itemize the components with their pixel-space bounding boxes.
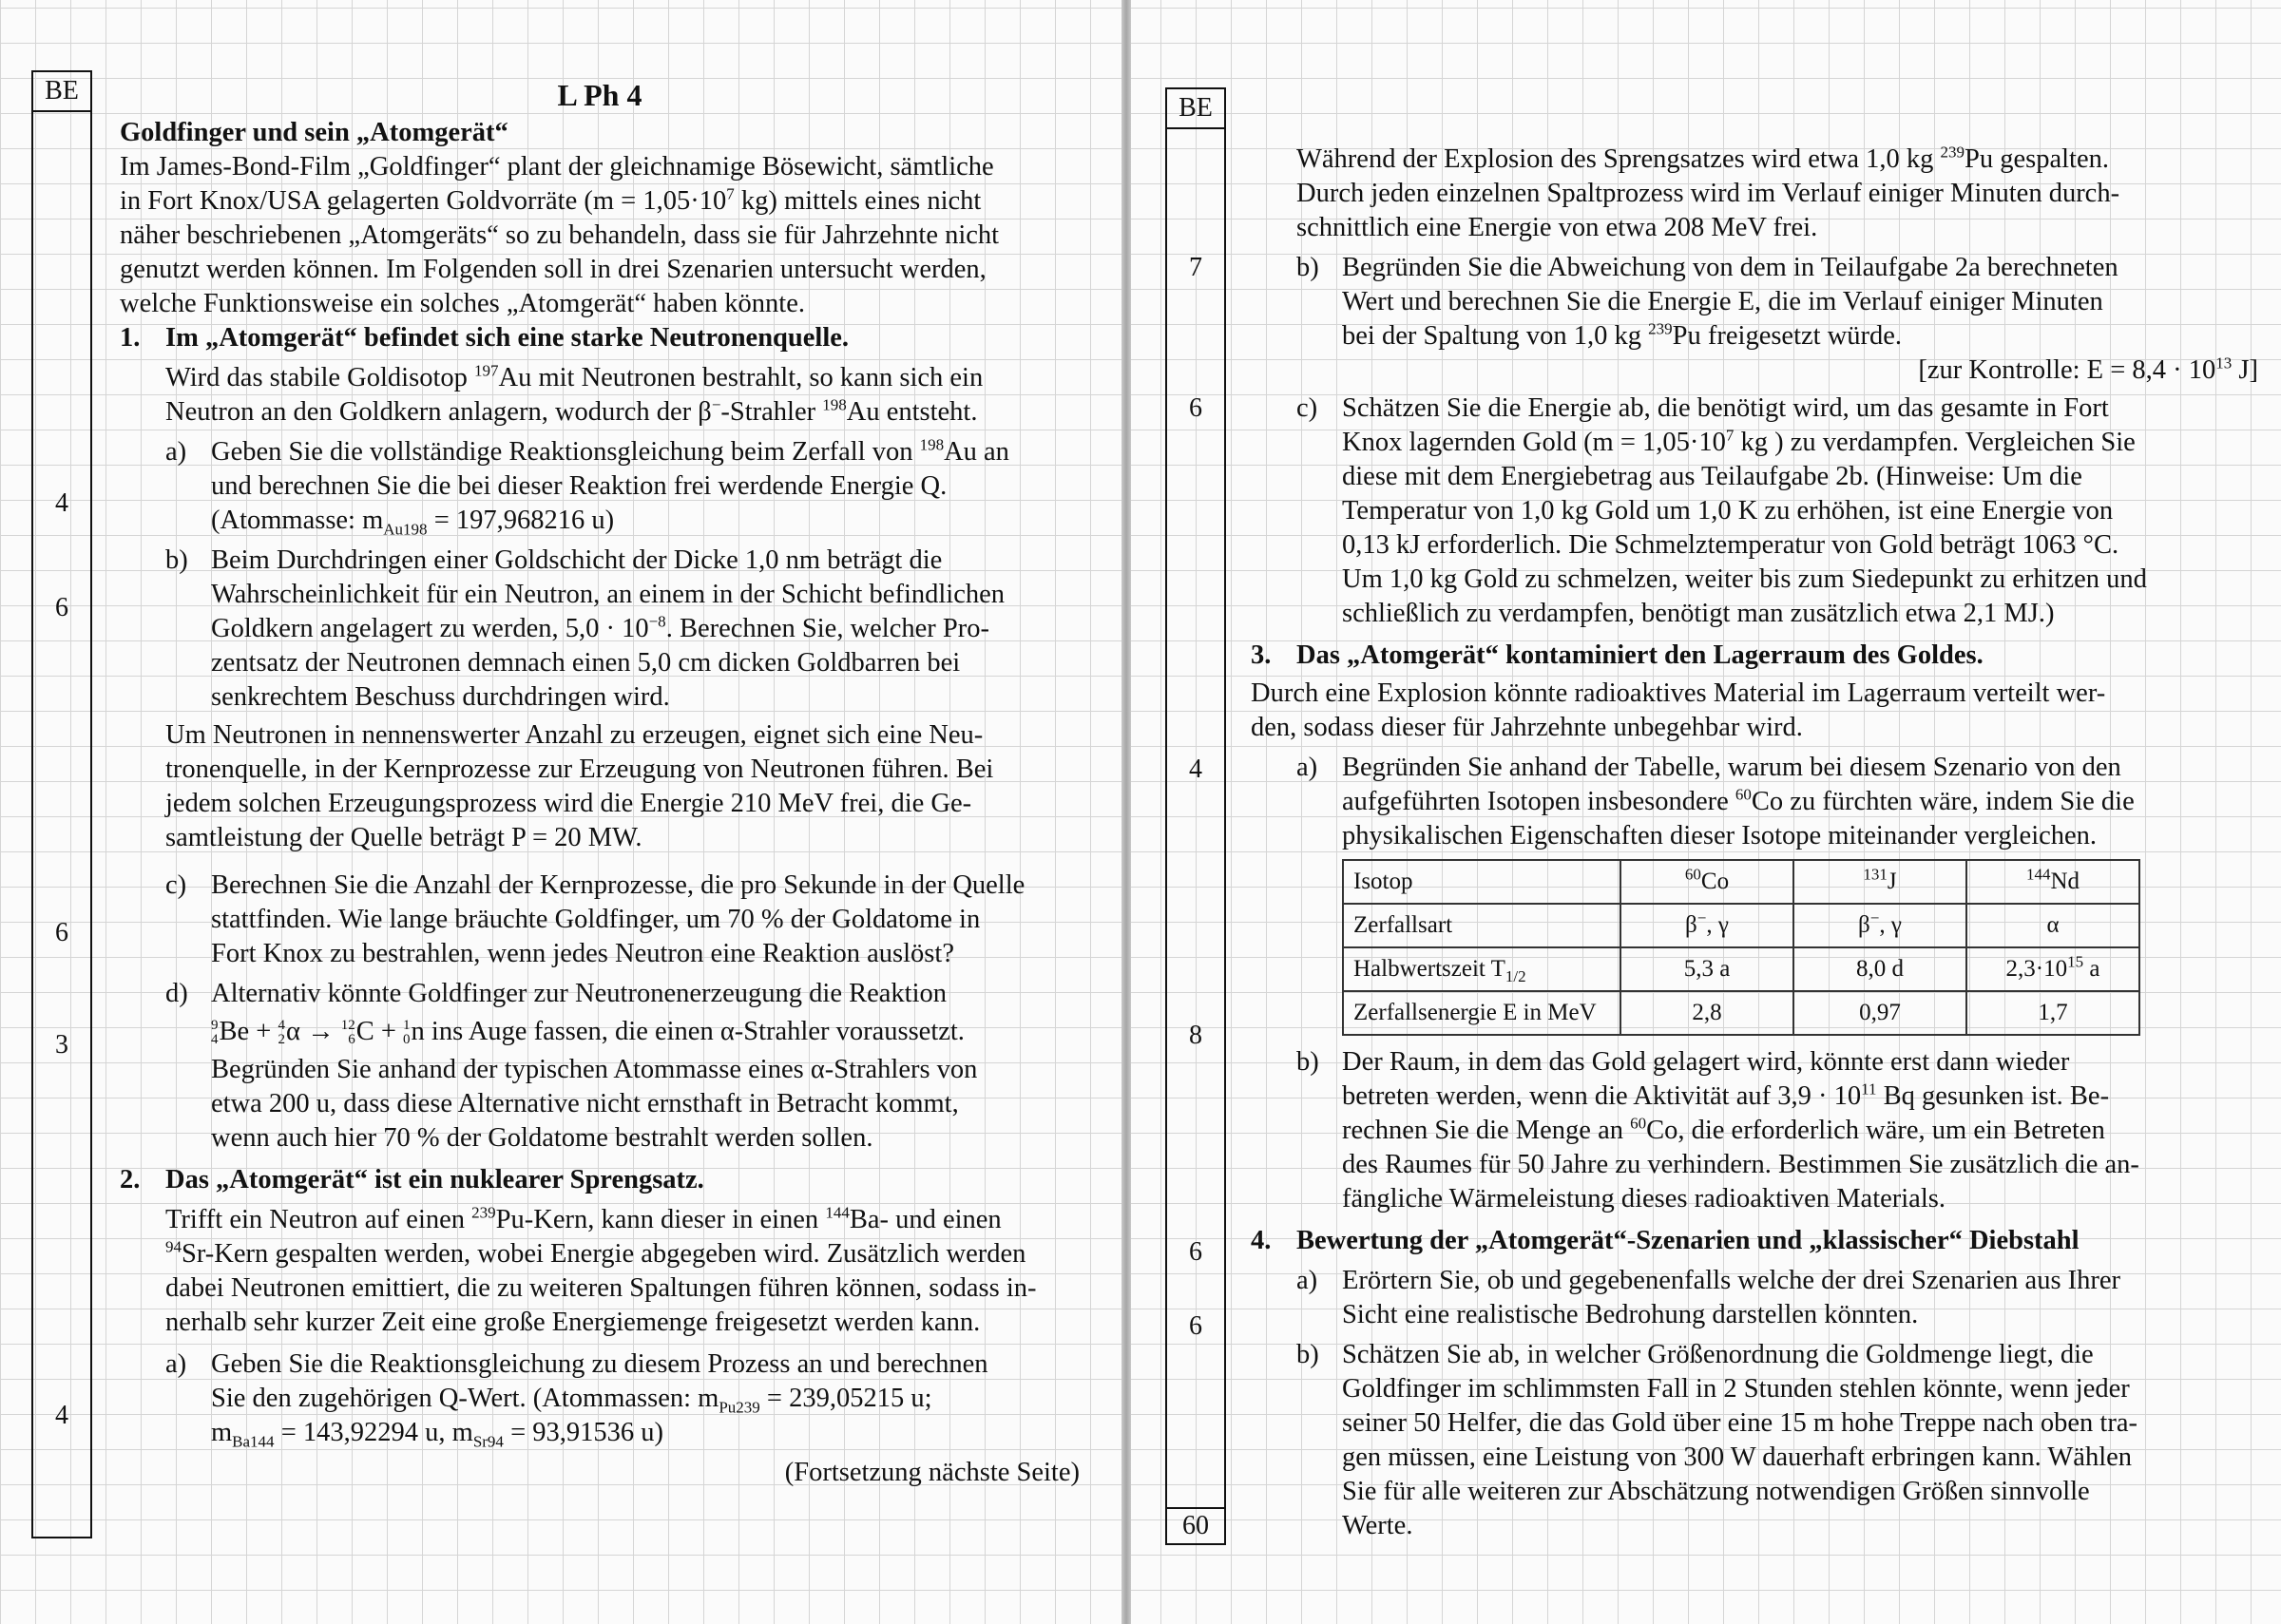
task-3b: b) Der Raum, in dem das Gold gelagert wird, könnte erst dann wieder betreten werden, wenn die Aktivität auf $3,9 \cdot 10^{11}$ Bq gesunken ist. Be- rechnen Sie die Menge an $^{60}$Co, die erforderlich wäre, um ein Betreten des Raumes für 50 Jahre zu verhindern. Bestimmen Sie zusätzlich die an- fängliche Wärmeleistung dieses radioaktiven Materials. [1296,1047,2139,1213]
be-points-2c: 6 [1189,393,1202,423]
right-page [1131,0,2281,1624]
control-value: [zur Kontrolle: $E = 8,4 \cdot 10^{13}$ J] [1918,353,2258,385]
be-points-1b: 6 [55,593,68,622]
task-2c: c) Schätzen Sie die Energie ab, die benötigt wird, um das gesamte in Fort Knox lagernden Gold ($m = 1,05\cdot 10^7$ kg ) zu verdampfen. Vergleichen Sie diese mit dem Energiebetrag aus Teilaufgabe 2b. (Hinweise: Um die Temperatur von 1,0 kg Gold um 1,0 K zu erhöhen, ist eine Energie von 0,13 kJ erforderlich. Die Schmelztemperatur von Gold beträgt 1063 °C. Um 1,0 kg Gold zu schmelzen, weiter bis zum Siedepunkt zu erhitzen und schließlich zu verdampfen, benötigt man zusätzlich etwa 2,1 MJ.) [1296,393,2147,628]
task-1b: b) Beim Durchdringen einer Goldschicht der Dicke 1,0 nm beträgt die Wahrscheinlichkeit für ein Neutron, an einem in der Schicht befindlichen Goldkern angelagert zu werden, $5,0 \cdot 10^{-8}$. Berechnen Sie, welcher Pro- zentsatz der Neutronen demnach einen 5,0 cm dicken Goldbarren bei senkrechtem Beschuss durchdringen wird. [165,545,1006,712]
be-points-2b: 7 [1189,253,1202,282]
task-2a: a) Geben Sie die Reaktionsgleichung zu diesem Prozess an und berechnen Sie den zugehörigen Q-Wert. (Atommassen: $m_{Pu239} = 239,05215$ u; $m_{Ba144} = 143,92294$ u, $m_{Sr94} = 93,91536$ u) [165,1349,988,1451]
be-points-4a: 6 [1189,1237,1202,1267]
be-column-right [1165,87,1226,1545]
intro-paragraph: Im James-Bond-Film „Goldfinger“ plant der gleichnamige Bösewicht, sämtliche in Fort Knox/USA gelagerten Goldvorräte ($m = 1,05\cdot 10^7$ kg) mittels eines nicht näher beschriebenen „Atomgeräts“ so zu behandeln, dass sie für Jahrzehnte nicht genutzt werden können. Im Folgenden soll in drei Szenarien untersucht werden, welche Funktionsweise ein solches „Atomgerät“ haben könnte. [120,152,1000,318]
section-3-title: 3. Das „Atomgerät“ kontaminiert den Lagerraum des Goldes. [1251,640,1984,670]
section-2-paragraph: Trifft ein Neutron auf einen $^{239}$Pu-Kern, kann dieser in einen $^{144}$Ba- und einen $^{94}$Sr-Kern gespalten werden, wobei Energie abgegeben wird. Zusätzlich werden dabei Neutronen emittiert, die zu weiteren Spaltungen führen können, sodass in- nerhalb sehr kurzer Zeit eine große Energiemenge freigesetzt werden kann. [165,1203,1037,1337]
task-heading: Goldfinger und sein „Atomgerät“ [120,118,508,147]
be-points-1d: 3 [55,1030,68,1060]
be-points-3b: 8 [1189,1021,1202,1050]
section-1-title: 1. Im „Atomgerät“ befindet sich eine starke Neutronenquelle. [120,323,850,353]
task-2b: b) Begründen Sie die Abweichung von dem in Teilaufgabe 2a berechneten Wert und berechnen Sie die Energie E, die im Verlauf einiger Minuten bei der Spaltung von 1,0 kg $^{239}$Pu freigesetzt würde. [zur Kontrolle: $E = 8,4 \cdot 10^{13}$ J] [1251,251,2258,388]
table-row: Isotop $^{60}$Co $^{131}$J $^{144}$Nd [1343,860,2139,904]
isotope-table [1342,859,2140,1036]
task-3a: a) Begründen Sie anhand der Tabelle, warum bei diesem Szenario von den aufgeführten Isotopen insbesondere $^{60}$Co zu fürchten wäre, indem Sie die physikalischen Eigenschaften dieser Isotope miteinander vergleichen. Isotop $^{60}$Co $^{131}$J $^{144}$Nd Zerfallsart β−, γ β−, γ α Halbwertszeit $T_{1/2}$ 5,3 a 8,0 d $2,3\cdot 10^{15}$ a Zerfallsenergie E in MeV 2,8 0,97 1,7 [1251,751,2258,1045]
section-2-title: 2. Das „Atomgerät“ ist ein nuklearer Sprengsatz. [120,1165,704,1194]
be-column-left [31,70,92,1538]
page-fold [1121,0,1131,1624]
left-content [120,78,1080,1490]
left-page [0,0,1121,1624]
be-total: 60 [1167,1507,1224,1543]
section-3-paragraph: Durch eine Explosion könnte radioaktives Material im Lagerraum verteilt wer- den, sodass dieser für Jahrzehnte unbegehbar wird. [1251,678,2106,742]
task-1a: a) Geben Sie die vollständige Reaktionsgleichung beim Zerfall von $^{198}$Au an und berechnen Sie die bei dieser Reaktion frei werdende Energie Q. (Atommasse: $m_{Au198} = 197,968216$ u) [165,435,1009,539]
page-title: L Ph 4 [557,78,642,112]
be-header: BE [33,72,90,112]
continuation-note: (Fortsetzung nächste Seite) [784,1458,1080,1487]
task-1c: c) Berechnen Sie die Anzahl der Kernprozesse, die pro Sekunde in der Quelle stattfinden. Wie lange bräuchte Goldfinger, um 70 % der Goldatome in Fort Knox zu bestrahlen, wenn jedes Neutron eine Reaktion auslöst? [165,870,1025,968]
section-1-paragraph: Wird das stabile Goldisotop $^{197}$Au mit Neutronen bestrahlt, so kann sich ein Neutron an den Goldkern anlagern, wodurch der β−-Strahler $^{198}$Au entsteht. [165,361,984,427]
be-points-1c: 6 [55,918,68,947]
table-row: Zerfallsenergie E in MeV 2,8 0,97 1,7 [1343,991,2139,1035]
section-2-continued: Während der Explosion des Sprengsatzes wird etwa 1,0 kg $^{239}$Pu gespalten. Durch jeden einzelnen Spaltprozess wird im Verlauf einiger Minuten durch- schnittlich eine Energie von etwa 208 MeV frei. [1296,143,2120,242]
be-header: BE [1167,89,1224,129]
be-points-4b: 6 [1189,1311,1202,1341]
task-4a: a) Erörtern Sie, ob und gegebenenfalls welche der drei Szenarien aus Ihrer Sicht eine realistische Bedrohung darstellen könnten. [1296,1266,2121,1329]
table-row: Halbwertszeit $T_{1/2}$ 5,3 a 8,0 d $2,3\cdot 10^{15}$ a [1343,947,2139,991]
task-1d: d) Alternativ könnte Goldfinger zur Neutronenerzeugung die Reaktion 9 4 Be + 4 2 α → 12 6 C + 1 0 n ins Auge fassen, die einen α-Strahler voraussetzt. Begründen Sie anhand der typischen Atommasse eines α-Strahlers von etwa 200 u, dass diese Alternative nicht ernsthaft in Betracht kommt, wenn auch hier 70 % der Goldatome bestrahlt werden sollen. [165,979,978,1153]
task-4b: b) Schätzen Sie ab, in welcher Größenordnung die Goldmenge liegt, die Goldfinger im schlimmsten Fall in 2 Stunden stehlen könnte, wenn jeder seiner 50 Helfer, die das Gold über eine 15 m hohe Treppe nach oben tra- gen müssen, eine Leistung von 300 W dauerhaft erbringen kann. Wählen Sie für alle weiteren zur Abschätzung notwendigen Größen sinnvolle Werte. [1296,1340,2137,1540]
be-points-2a: 4 [55,1401,68,1430]
reaction-equation: 9 4 Be + 4 2 α → 12 6 C + 1 0 n ins Auge fassen, die einen α-Strahler voraussetzt. [211,1017,965,1048]
right-content [1251,143,2258,1543]
be-points-1a: 4 [55,488,68,518]
section-4-title: 4. Bewertung der „Atomgerät“-Szenarien und „klassischer“ Diebstahl [1251,1226,2080,1255]
section-1-paragraph-2: Um Neutronen in nennenswerter Anzahl zu erzeugen, eignet sich eine Neu- tronenquelle, in der Kernprozesse zur Erzeugung von Neutronen führen. Bei jedem solchen Erzeugungsprozess wird die Energie 210 MeV frei, die Ge- samtleistung der Quelle beträgt P = 20 MW. [165,720,994,852]
table-row: Zerfallsart β−, γ β−, γ α [1343,904,2139,947]
be-points-3a: 4 [1189,755,1202,784]
